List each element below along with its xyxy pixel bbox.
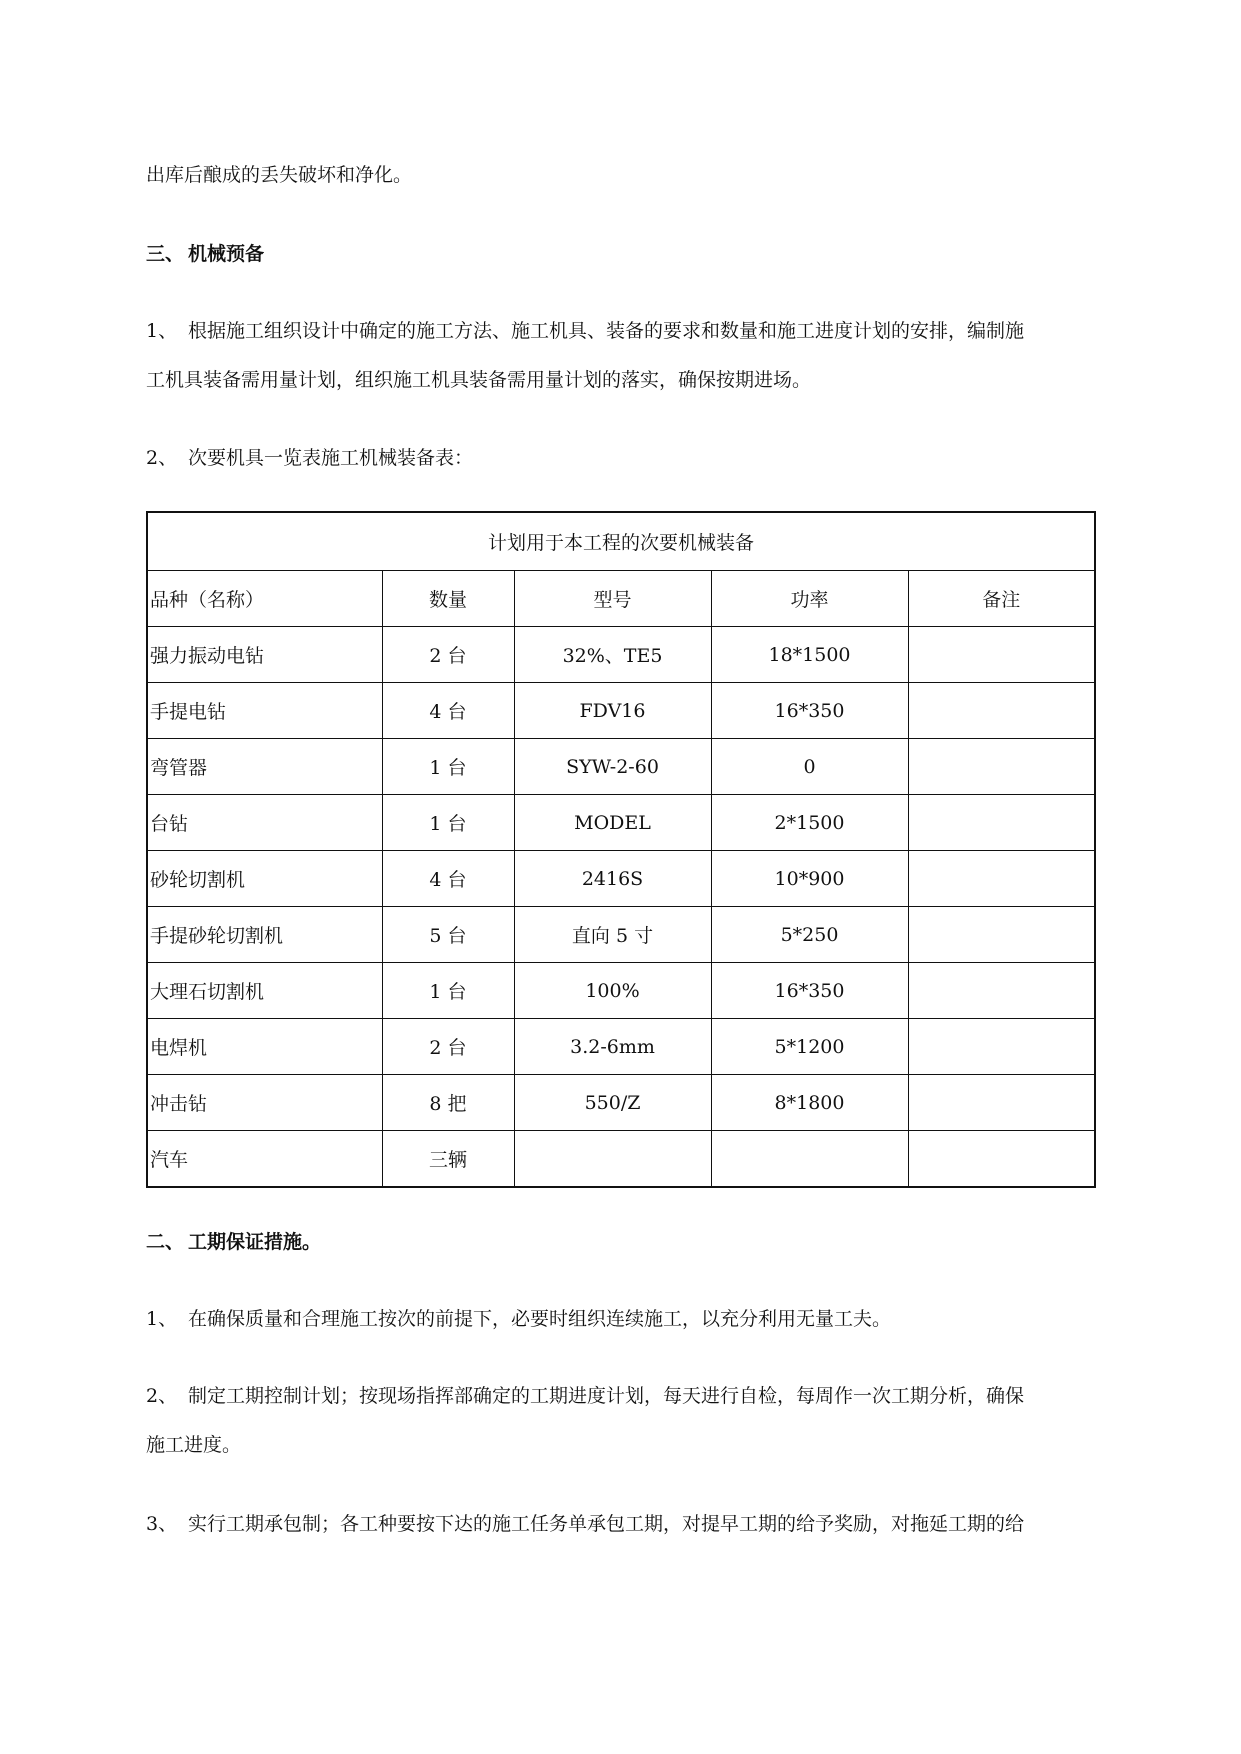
- cell-power: 0: [711, 739, 908, 795]
- table-row: [147, 1019, 1095, 1075]
- equipment-table: [146, 511, 1096, 1188]
- item-number: 1、: [146, 1308, 178, 1330]
- section-number: 二、: [146, 1231, 185, 1253]
- paragraph-1-line-1: [146, 319, 1106, 343]
- cell-quantity: 4 台: [382, 851, 514, 907]
- cell-power: 5*250: [711, 907, 908, 963]
- section-number: 三、: [146, 243, 185, 265]
- schedule-item-3-line-1: [146, 1512, 1106, 1536]
- item-number: 2、: [146, 1385, 178, 1407]
- section-heading-schedule: [146, 1230, 1106, 1254]
- table-row: [147, 739, 1095, 795]
- cell-model: 2416S: [514, 851, 711, 907]
- cell-quantity: 4 台: [382, 683, 514, 739]
- cell-model: 100%: [514, 963, 711, 1019]
- schedule-item-1: [146, 1307, 1106, 1331]
- cell-remarks: [908, 683, 1095, 739]
- table-row: [147, 1131, 1095, 1188]
- header-quantity: 数量: [382, 571, 514, 627]
- cell-model: SYW-2-60: [514, 739, 711, 795]
- cell-remarks: [908, 1131, 1095, 1188]
- cell-power: 5*1200: [711, 1019, 908, 1075]
- cell-model: 550/Z: [514, 1075, 711, 1131]
- cell-quantity: 1 台: [382, 795, 514, 851]
- paragraph-1-line-2: 工机具装备需用量计划，组织施工机具装备需用量计划的落实，确保按期进场。: [146, 369, 812, 391]
- table-title: 计划用于本工程的次要机械装备: [147, 512, 1095, 571]
- cell-power: 8*1800: [711, 1075, 908, 1131]
- table-row: [147, 851, 1095, 907]
- paragraph-2: [146, 446, 1106, 470]
- cell-model: 3.2-6mm: [514, 1019, 711, 1075]
- cell-model: 32%、TE5: [514, 627, 711, 683]
- schedule-item-2-line-1: [146, 1384, 1106, 1408]
- item-text: 次要机具一览表施工机械装备表：: [188, 447, 474, 469]
- cell-name: 汽车: [147, 1131, 382, 1188]
- cell-name: 弯管器: [147, 739, 382, 795]
- cell-power: 2*1500: [711, 795, 908, 851]
- cell-quantity: 2 台: [382, 1019, 514, 1075]
- cell-quantity: 5 台: [382, 907, 514, 963]
- cell-model: [514, 1131, 711, 1188]
- cell-power: [711, 1131, 908, 1188]
- item-number: 3、: [146, 1513, 178, 1535]
- cell-quantity: 8 把: [382, 1075, 514, 1131]
- table-row: [147, 683, 1095, 739]
- cell-model: 直向 5 寸: [514, 907, 711, 963]
- cell-remarks: [908, 963, 1095, 1019]
- section-heading-machinery: [146, 242, 1106, 266]
- header-model: 型号: [514, 571, 711, 627]
- cell-name: 手提电钻: [147, 683, 382, 739]
- cell-power: 18*1500: [711, 627, 908, 683]
- paragraph-continuation: 出库后酿成的丢失破坏和净化。: [146, 164, 413, 186]
- cell-quantity: 1 台: [382, 963, 514, 1019]
- cell-remarks: [908, 1019, 1095, 1075]
- table-title-row: [147, 512, 1095, 571]
- item-text: 根据施工组织设计中确定的施工方法、施工机具、装备的要求和数量和施工进度计划的安排，编制施: [188, 320, 1025, 342]
- table-row: [147, 907, 1095, 963]
- item-text: 实行工期承包制；各工种要按下达的施工任务单承包工期，对提早工期的给予奖励，对拖延工期的给: [188, 1513, 1025, 1535]
- header-remarks: 备注: [908, 571, 1095, 627]
- cell-remarks: [908, 907, 1095, 963]
- cell-name: 手提砂轮切割机: [147, 907, 382, 963]
- table-header-row: [147, 571, 1095, 627]
- table-row: [147, 963, 1095, 1019]
- cell-model: FDV16: [514, 683, 711, 739]
- cell-model: MODEL: [514, 795, 711, 851]
- header-power: 功率: [711, 571, 908, 627]
- cell-remarks: [908, 627, 1095, 683]
- cell-quantity: 1 台: [382, 739, 514, 795]
- cell-remarks: [908, 1075, 1095, 1131]
- cell-name: 电焊机: [147, 1019, 382, 1075]
- cell-power: 16*350: [711, 963, 908, 1019]
- item-text: 在确保质量和合理施工按次的前提下，必要时组织连续施工，以充分利用无量工夫。: [188, 1308, 892, 1330]
- table-row: [147, 627, 1095, 683]
- item-number: 2、: [146, 447, 178, 469]
- cell-power: 16*350: [711, 683, 908, 739]
- cell-quantity: 2 台: [382, 627, 514, 683]
- section-title: 机械预备: [188, 243, 265, 265]
- cell-remarks: [908, 851, 1095, 907]
- cell-power: 10*900: [711, 851, 908, 907]
- cell-name: 砂轮切割机: [147, 851, 382, 907]
- header-name: 品种（名称）: [147, 571, 382, 627]
- table-row: [147, 795, 1095, 851]
- cell-name: 大理石切割机: [147, 963, 382, 1019]
- cell-remarks: [908, 795, 1095, 851]
- cell-name: 台钻: [147, 795, 382, 851]
- cell-name: 强力振动电钻: [147, 627, 382, 683]
- cell-name: 冲击钻: [147, 1075, 382, 1131]
- item-number: 1、: [146, 320, 178, 342]
- section-title: 工期保证措施。: [188, 1231, 322, 1253]
- table-row: [147, 1075, 1095, 1131]
- cell-quantity: 三辆: [382, 1131, 514, 1188]
- cell-remarks: [908, 739, 1095, 795]
- item-text: 制定工期控制计划；按现场指挥部确定的工期进度计划，每天进行自检，每周作一次工期分析，确保: [188, 1385, 1025, 1407]
- schedule-item-2-line-2: 施工进度。: [146, 1434, 242, 1456]
